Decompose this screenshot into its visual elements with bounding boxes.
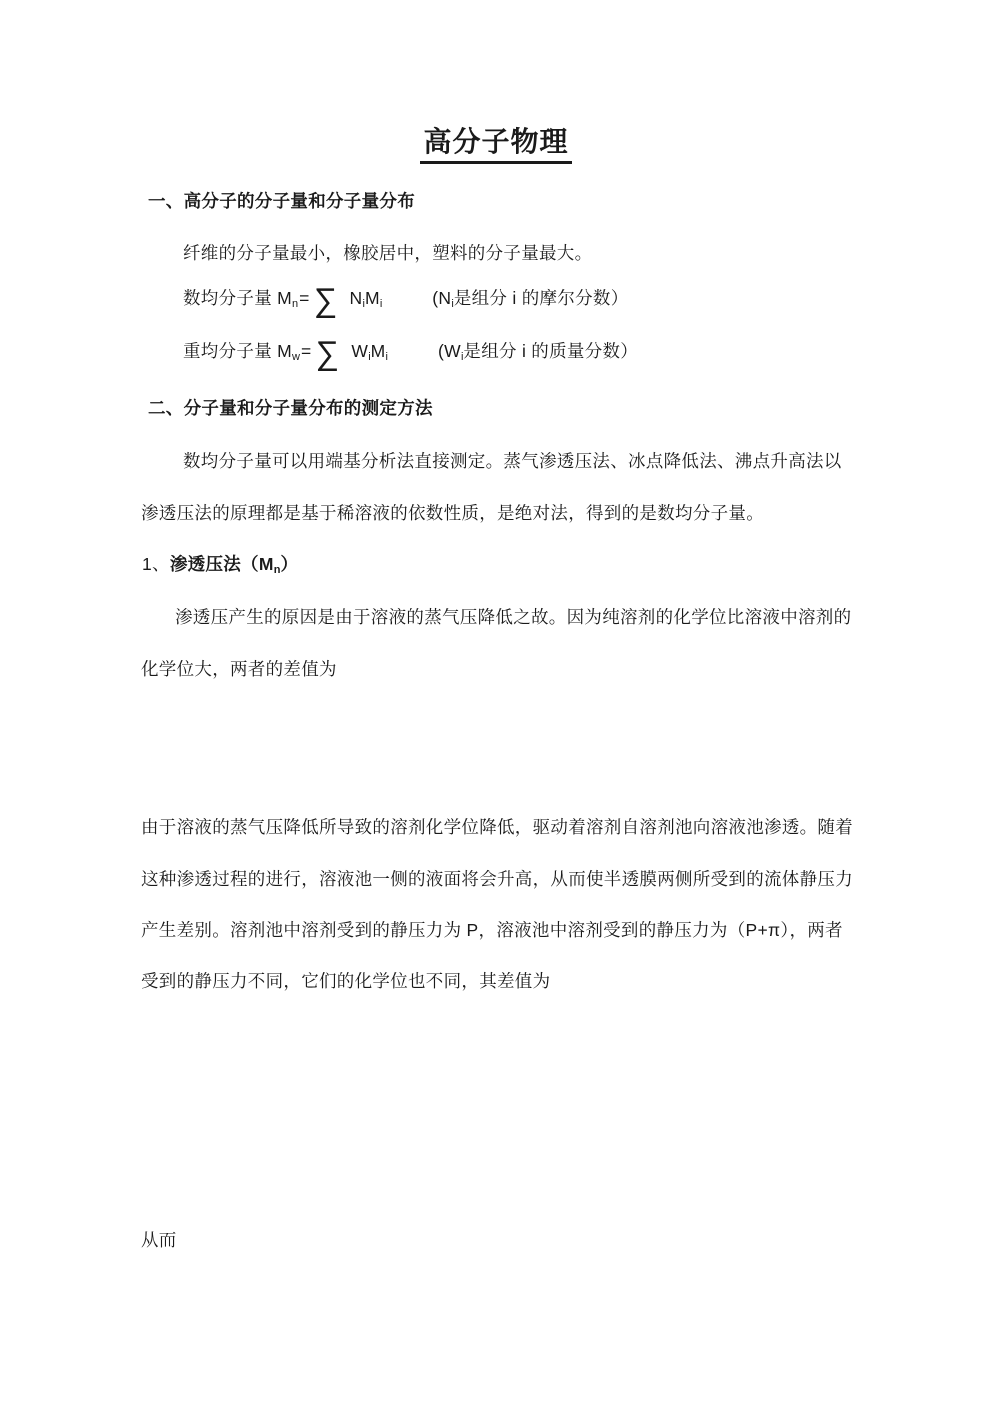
subscript-i: i (362, 298, 365, 310)
subsection1-heading (142, 552, 298, 582)
subscript-i: i (385, 351, 388, 363)
section2-paragraph1-line2: 渗透压法的原理都是基于稀溶液的依数性质，是绝对法，得到的是数均分子量。 (141, 503, 764, 523)
doc-title: 高分子物理 (420, 125, 571, 164)
subscript-i: i (460, 351, 464, 363)
section2-paragraph3-line2: 这种渗透过程的进行，溶液池一侧的液面将会升高，从而使半透膜两侧所受到的流体静压力 (141, 869, 853, 889)
subscript-n: n (292, 298, 299, 310)
section2-paragraph3-line1: 由于溶液的蒸气压降低所导致的溶剂化学位降低，驱动着溶剂自溶剂池向溶液池渗透。随着 (141, 817, 853, 837)
subscript-n: n (273, 564, 281, 576)
summation-icon: ∑ (315, 334, 340, 371)
formula-mn-note-open: (N (432, 288, 452, 308)
subscript-i: i (379, 298, 383, 310)
formula-mw-note-open: (W (437, 341, 461, 361)
subscript-w: w (292, 351, 300, 363)
subsection1-title: 渗透压法（M (169, 554, 274, 574)
formula-mn-note-text: 是组分 i 的摩尔分数） (453, 288, 629, 308)
section2-paragraph1-line1: 数均分子量可以用端基分析法直接测定。蒸气渗透压法、冰点降低法、沸点升高法以 (183, 451, 842, 471)
section1-heading: 一、高分子的分子量和分子量分布 (148, 191, 415, 211)
subscript-i: i (451, 298, 454, 310)
formula-mw-term-w: W (351, 341, 369, 361)
equals-sign: = (299, 288, 310, 308)
formula-mw-term-m: M (370, 341, 386, 361)
formula-mw-note-text: 是组分 i 的质量分数） (463, 341, 639, 361)
subsection1-number: 1、 (142, 554, 170, 574)
subscript-i: i (368, 351, 371, 363)
formula-mw-prefix: 重均分子量 M (183, 341, 293, 361)
section2-paragraph2-line1: 渗透压产生的原因是由于溶液的蒸气压降低之故。因为纯溶剂的化学位比溶液中溶剂的 (175, 607, 852, 627)
section2-paragraph3-line3: 产生差别。溶剂池中溶剂受到的静压力为 P，溶液池中溶剂受到的静压力为（P+π），两者 (141, 920, 843, 940)
section2-paragraph2-line2: 化学位大，两者的差值为 (141, 659, 337, 679)
formula-weight-average (183, 334, 639, 371)
section2-paragraph3-line4: 受到的静压力不同，它们的化学位也不同，其差值为 (141, 971, 551, 991)
section2-heading: 二、分子量和分子量分布的测定方法 (148, 398, 433, 418)
summation-icon: ∑ (313, 281, 338, 318)
formula-mn-term-n: N (349, 288, 363, 308)
section1-paragraph: 纤维的分子量最小，橡胶居中，塑料的分子量最大。 (183, 243, 593, 263)
formula-mn-term-m: M (364, 288, 380, 308)
title-row (0, 125, 992, 164)
section2-paragraph4: 从而 (141, 1230, 177, 1250)
subsection1-title-close: ） (280, 554, 299, 574)
equals-sign: = (301, 341, 312, 361)
formula-mn-prefix: 数均分子量 M (183, 288, 293, 308)
formula-number-average (183, 281, 629, 318)
